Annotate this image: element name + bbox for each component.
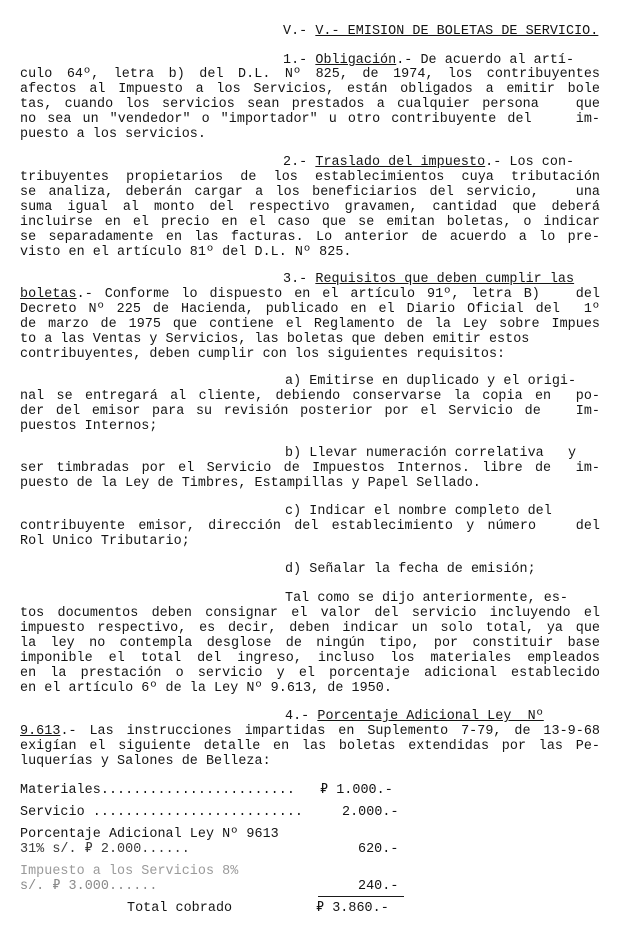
req-c-first: c) Indicar el nombre completo del: [285, 504, 552, 519]
invoice-row-label: Impuesto a los Servicios 8%: [20, 864, 239, 879]
req-b-line: ser timbradas por el Servicio de Impuestos Internos. libre de im-: [20, 461, 600, 476]
p3-heading-a: Requisitos que deben cumplir las: [315, 272, 575, 287]
req-a-first: a) Emitirse en duplicado y el origi-: [285, 374, 577, 389]
p3-first-line: [283, 272, 574, 287]
total-divider: [318, 896, 404, 897]
p1-line: afectos al Impuesto a los Servicios, están obligados a emitir bole: [20, 82, 600, 97]
p4-line1-rest: .- Las instrucciones impartidas en Suplemento 7-79, de 13-9-68: [60, 724, 600, 739]
invoice-row-amount: 2.000.-: [342, 805, 399, 820]
p3-line: to a las Ventas y Servicios, las boletas que deben emitir estos: [20, 332, 530, 347]
p2-number: 2.-: [283, 155, 308, 170]
p3-second-line: [20, 287, 600, 302]
req-d-first: d) Señalar la fecha de emisión;: [285, 562, 536, 577]
total-label: Total cobrado: [127, 901, 233, 916]
p1-heading: Obligación: [315, 53, 397, 68]
p2-line: se separadamente en las facturas. Lo anterior de acuerdo a lo pre-: [20, 230, 600, 245]
p-extra-line: tos documentos deben consignar el valor del servicio incluyendo el: [20, 606, 600, 621]
invoice-row-amount: 240.-: [358, 879, 399, 894]
req-a-line: puestos Internos;: [20, 419, 158, 434]
req-c-line: Rol Unico Tributario;: [20, 534, 190, 549]
p4-heading-a: Porcentaje Adicional Ley Nº: [317, 709, 544, 724]
p2-heading: Traslado del impuesto: [315, 155, 486, 170]
p2-line: se analiza, deberán cargar a los beneficiarios del servicio, una: [20, 185, 600, 200]
invoice-row-label: Materiales........................: [20, 783, 295, 798]
section-number: V.-: [283, 24, 316, 39]
invoice-row-label: Servicio ..........................: [20, 805, 303, 820]
p4-line: luquerías y Salones de Belleza:: [20, 754, 271, 769]
p-extra-line: impuesto respectivo, es decir, deben indicar un solo total, ya que: [20, 621, 600, 636]
p1-first-line: [283, 53, 574, 68]
p2-line: tribuyentes propietarios de los establecimientos cuya tributación: [20, 170, 600, 185]
p1-line: no sea un "vendedor" o "importador" u otro contribuyente del im-: [20, 112, 600, 127]
p4-second-line: [20, 724, 600, 739]
total-amount: ₽ 3.860.-: [316, 901, 389, 916]
req-b-line: puesto de la Ley de Timbres, Estampillas y Papel Sellado.: [20, 476, 481, 491]
p4-line: exigían el siguiente detalle en las boletas extendidas por las Pe-: [20, 739, 600, 754]
p3-line1-rest: .- Conforme lo dispuesto en el artículo 91º, letra B) del: [76, 287, 600, 302]
p3-number: 3.-: [283, 272, 308, 287]
p2-line: suma igual al monto del respectivo gravamen, cantidad que deberá: [20, 200, 600, 215]
p1-number: 1.-: [283, 53, 308, 68]
req-a-line: nal se entregará al cliente, debiendo conservarse la copia en po-: [20, 389, 600, 404]
p3-line: Decreto Nº 225 de Hacienda, publicado en el Diario Oficial del 1º: [20, 302, 600, 317]
p3-line: contribuyentes, deben cumplir con los siguientes requisitos:: [20, 347, 506, 362]
p-extra-line: la ley no contempla desglose de ningún tipo, por constituir base: [20, 636, 600, 651]
p2-first-line: [283, 155, 574, 170]
p-extra-line: imponible el total del ingreso, incluso los materiales empleados: [20, 651, 600, 666]
p-extra-line: en el artículo 6º de la Ley Nº 9.613, de 1950.: [20, 681, 392, 696]
invoice-row-label: Porcentaje Adicional Ley Nº 9613: [20, 827, 279, 842]
p4-first-line: [285, 709, 544, 724]
req-c-line: contribuyente emisor, dirección del establecimiento y número del: [20, 519, 600, 534]
p4-number: 4.-: [285, 709, 310, 724]
p3-heading-b: boletas: [20, 287, 77, 302]
p1-line: culo 64º, letra b) del D.L. Nº 825, de 1974, los contribuyentes: [20, 67, 600, 82]
section-title-text: V.- EMISION DE BOLETAS DE SERVICIO.: [315, 24, 599, 39]
p1-line0-rest: .- De acuerdo al artí-: [396, 53, 575, 68]
invoice-row-amount: 620.-: [358, 842, 399, 857]
p3-line: de marzo de 1975 que contiene el Reglamento de la Ley sobre Impues: [20, 317, 600, 332]
invoice-row-amount: ₽ 1.000.-: [320, 783, 393, 798]
section-title: [283, 24, 598, 39]
p-extra-first: Tal como se dijo anteriormente, es-: [285, 591, 568, 606]
p-extra-line: en la prestación o servicio y el porcentaje adicional establecido: [20, 666, 600, 681]
p2-line: incluirse en el precio en el caso que se emitan boletas, o indicar: [20, 215, 600, 230]
p1-line: tas, cuando los servicios sean prestados a cualquier persona que: [20, 97, 600, 112]
req-a-line: der del emisor para su revisión posterior por el Servicio de Im-: [20, 404, 600, 419]
req-b-first: b) Llevar numeración correlativa y: [285, 446, 577, 461]
p2-line: visto en el artículo 81º del D.L. Nº 825.: [20, 245, 352, 260]
p1-line: puesto a los servicios.: [20, 127, 206, 142]
invoice-row-label-2: s/. ₽ 3.000......: [20, 879, 158, 894]
p4-heading-b: 9.613: [20, 724, 61, 739]
invoice-row-label-2: 31% s/. ₽ 2.000......: [20, 842, 190, 857]
p2-line0-rest: .- Los con-: [485, 155, 575, 170]
